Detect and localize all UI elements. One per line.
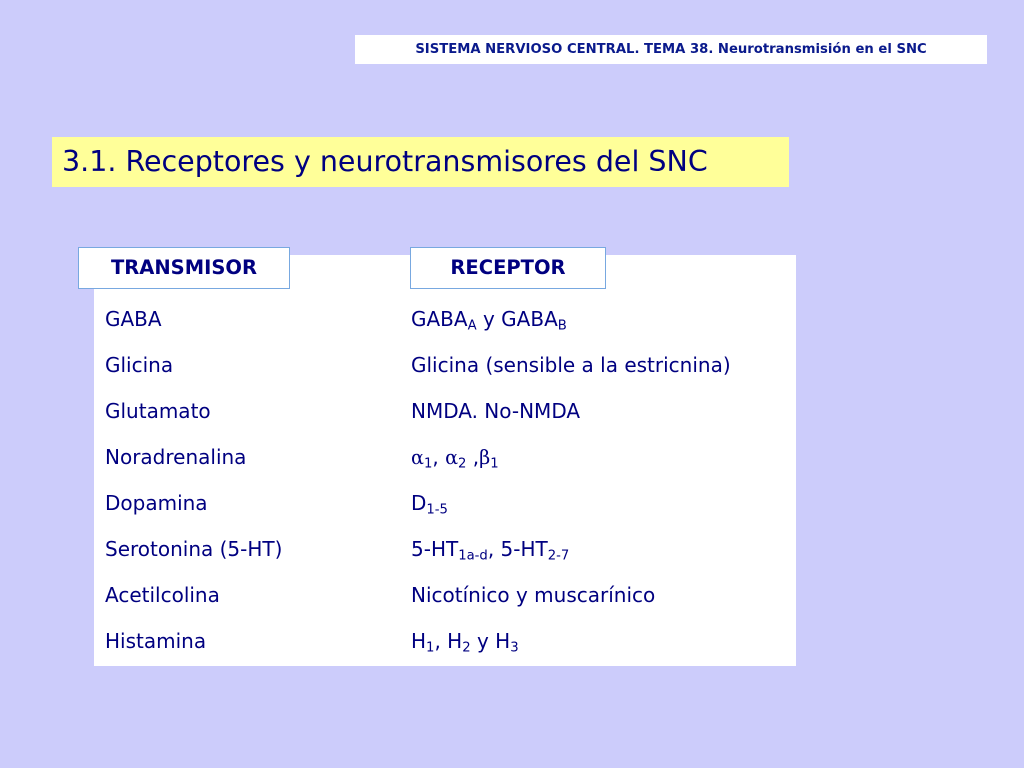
receptor-subscript: 2 <box>458 456 467 472</box>
receptor-text: , H <box>434 629 463 653</box>
receptor-text: , 5-HT <box>487 537 548 561</box>
transmitter-cell: Dopamina <box>105 491 208 515</box>
receptor-cell <box>411 296 567 342</box>
table-row <box>0 480 1024 526</box>
receptor-subscript: B <box>557 318 567 334</box>
receptor-text: H <box>411 629 427 653</box>
table-row <box>0 618 1024 664</box>
receptor-subscript: 1a-d <box>458 548 488 564</box>
receptor-text: Glicina (sensible a la estricnina) <box>411 353 731 377</box>
table-row <box>0 296 1024 342</box>
receptor-text: y H <box>470 629 511 653</box>
receptor-subscript: 1 <box>423 456 433 472</box>
receptor-text: , <box>432 445 446 469</box>
table-row <box>0 572 1024 618</box>
header-banner: SISTEMA NERVIOSO CENTRAL. TEMA 38. Neurotransmisión en el SNC <box>355 35 987 64</box>
receptor-cell <box>411 618 519 664</box>
receptor-subscript: 1-5 <box>426 502 448 518</box>
transmitter-cell: Glutamato <box>105 399 211 423</box>
receptor-subscript: 3 <box>510 640 519 656</box>
receptor-text: NMDA. No-NMDA <box>411 399 581 423</box>
receptor-text: Nicotínico y muscarínico <box>411 583 656 607</box>
receptor-text: , <box>466 445 480 469</box>
receptor-cell <box>411 480 448 526</box>
slide-title: 3.1. Receptores y neurotransmisores del SNC <box>52 137 789 187</box>
column-header-transmitter: TRANSMISOR <box>78 247 290 289</box>
table-row <box>0 526 1024 572</box>
receptor-greek-letter: α <box>411 446 424 469</box>
table-row <box>0 342 1024 388</box>
receptor-subscript: 1 <box>426 640 435 656</box>
transmitter-cell: GABA <box>105 307 162 331</box>
receptor-subscript: 1 <box>490 456 499 472</box>
receptor-cell <box>411 342 731 388</box>
transmitter-cell: Histamina <box>105 629 207 653</box>
receptor-greek-letter: β <box>479 446 491 469</box>
receptor-text: D <box>411 491 427 515</box>
receptor-text: 5-HT <box>411 537 459 561</box>
transmitter-cell: Serotonina (5-HT) <box>105 537 283 561</box>
receptor-text: y GABA <box>476 307 558 331</box>
table-row <box>0 434 1024 480</box>
receptor-text: GABA <box>411 307 468 331</box>
transmitter-cell: Glicina <box>105 353 174 377</box>
receptor-greek-letter: α <box>445 446 459 469</box>
receptor-subscript: 2 <box>462 640 471 656</box>
column-header-receptor: RECEPTOR <box>410 247 606 289</box>
transmitter-cell: Noradrenalina <box>105 445 247 469</box>
receptor-subscript: 2-7 <box>547 548 570 564</box>
receptor-cell <box>411 434 499 480</box>
table-row <box>0 388 1024 434</box>
receptor-cell <box>411 388 580 434</box>
transmitter-cell: Acetilcolina <box>105 583 220 607</box>
receptor-subscript: A <box>467 318 477 334</box>
receptor-cell <box>411 526 569 572</box>
receptor-cell <box>411 572 655 618</box>
